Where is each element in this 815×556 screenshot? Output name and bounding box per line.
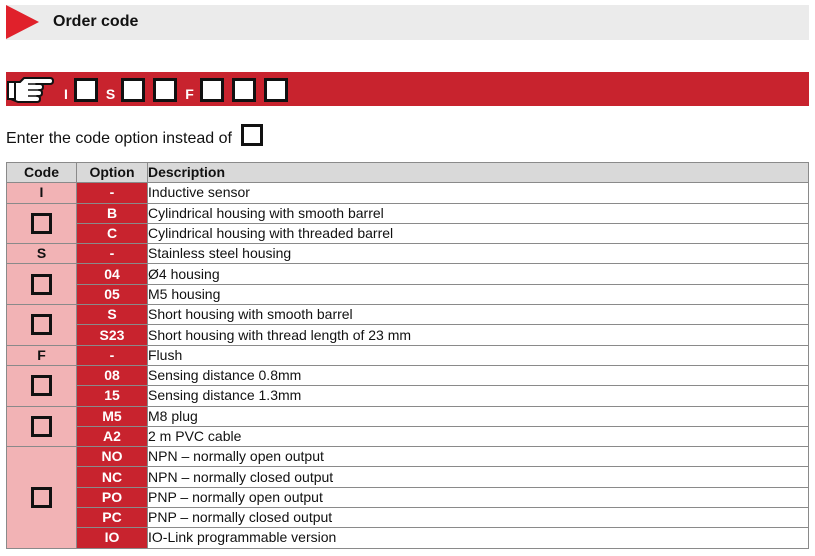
code-cell — [7, 305, 77, 346]
code-cell — [7, 447, 77, 548]
placeholder-box-icon — [31, 487, 52, 508]
table-row — [7, 386, 809, 406]
code-placeholder-box-icon — [74, 78, 98, 102]
description-cell: Short housing with thread length of 23 mm — [148, 325, 809, 345]
table-row — [7, 426, 809, 446]
placeholder-box-icon — [31, 274, 52, 295]
table-row — [7, 365, 809, 385]
description-cell: Inductive sensor — [148, 183, 809, 203]
code-placeholder-box-icon — [121, 78, 145, 102]
table-header-row — [7, 163, 809, 183]
table-row — [7, 183, 809, 203]
placeholder-box-icon — [241, 124, 263, 146]
table-row — [7, 223, 809, 243]
table-body — [7, 183, 809, 548]
description-cell: M8 plug — [148, 406, 809, 426]
option-cell: IO — [77, 528, 148, 548]
option-cell: - — [77, 183, 148, 203]
table-row — [7, 325, 809, 345]
description-cell: Stainless steel housing — [148, 244, 809, 264]
description-cell: PNP – normally open output — [148, 487, 809, 507]
code-cell — [7, 365, 77, 406]
table-row — [7, 203, 809, 223]
option-cell: 15 — [77, 386, 148, 406]
description-cell: Cylindrical housing with smooth barrel — [148, 203, 809, 223]
table-row — [7, 264, 809, 284]
section-header — [6, 5, 809, 40]
description-cell: 2 m PVC cable — [148, 426, 809, 446]
red-arrow-icon — [6, 5, 39, 39]
option-cell: C — [77, 223, 148, 243]
option-cell: S23 — [77, 325, 148, 345]
description-cell: M5 housing — [148, 284, 809, 304]
pointing-hand-icon — [6, 74, 56, 104]
option-cell: S — [77, 305, 148, 325]
code-cell: S — [7, 244, 77, 264]
description-cell: Sensing distance 1.3mm — [148, 386, 809, 406]
section-title: Order code — [53, 13, 139, 30]
description-cell: Ø4 housing — [148, 264, 809, 284]
order-code-bar — [6, 72, 809, 106]
description-cell: Sensing distance 0.8mm — [148, 365, 809, 385]
order-code-table — [6, 162, 809, 549]
placeholder-box-icon — [31, 213, 52, 234]
code-cell — [7, 264, 77, 305]
table-row — [7, 284, 809, 304]
option-cell: 04 — [77, 264, 148, 284]
option-cell: PC — [77, 508, 148, 528]
code-letter: I — [64, 86, 68, 102]
code-placeholder-box-icon — [200, 78, 224, 102]
option-cell: 05 — [77, 284, 148, 304]
table-row — [7, 447, 809, 467]
table-row — [7, 487, 809, 507]
placeholder-box-icon — [31, 375, 52, 396]
option-cell: NO — [77, 447, 148, 467]
table-row — [7, 345, 809, 365]
code-cell: I — [7, 183, 77, 203]
table-row — [7, 244, 809, 264]
option-cell: B — [77, 203, 148, 223]
description-cell: Short housing with smooth barrel — [148, 305, 809, 325]
code-letter: F — [185, 86, 194, 102]
option-cell: - — [77, 244, 148, 264]
option-cell: NC — [77, 467, 148, 487]
placeholder-box-icon — [31, 416, 52, 437]
table-row — [7, 305, 809, 325]
column-header-option: Option — [77, 163, 148, 183]
description-cell: Flush — [148, 345, 809, 365]
column-header-description: Description — [148, 163, 809, 183]
table-row — [7, 508, 809, 528]
code-placeholder-box-icon — [153, 78, 177, 102]
description-cell: NPN – normally closed output — [148, 467, 809, 487]
code-letter: S — [105, 86, 116, 102]
code-sequence — [64, 78, 296, 102]
code-cell: F — [7, 345, 77, 365]
column-header-code: Code — [7, 163, 77, 183]
description-cell: IO-Link programmable version — [148, 528, 809, 548]
option-cell: 08 — [77, 365, 148, 385]
option-cell: PO — [77, 487, 148, 507]
description-cell: NPN – normally open output — [148, 447, 809, 467]
option-cell: M5 — [77, 406, 148, 426]
option-cell: - — [77, 345, 148, 365]
description-cell: PNP – normally closed output — [148, 508, 809, 528]
table-row — [7, 406, 809, 426]
table-row — [7, 467, 809, 487]
table-row — [7, 528, 809, 548]
code-placeholder-box-icon — [264, 78, 288, 102]
description-cell: Cylindrical housing with threaded barrel — [148, 223, 809, 243]
code-placeholder-box-icon — [232, 78, 256, 102]
code-cell — [7, 203, 77, 244]
placeholder-box-icon — [31, 314, 52, 335]
code-cell — [7, 406, 77, 447]
instruction-text: Enter the code option instead of — [6, 130, 232, 147]
instruction-line — [6, 124, 263, 148]
option-cell: A2 — [77, 426, 148, 446]
